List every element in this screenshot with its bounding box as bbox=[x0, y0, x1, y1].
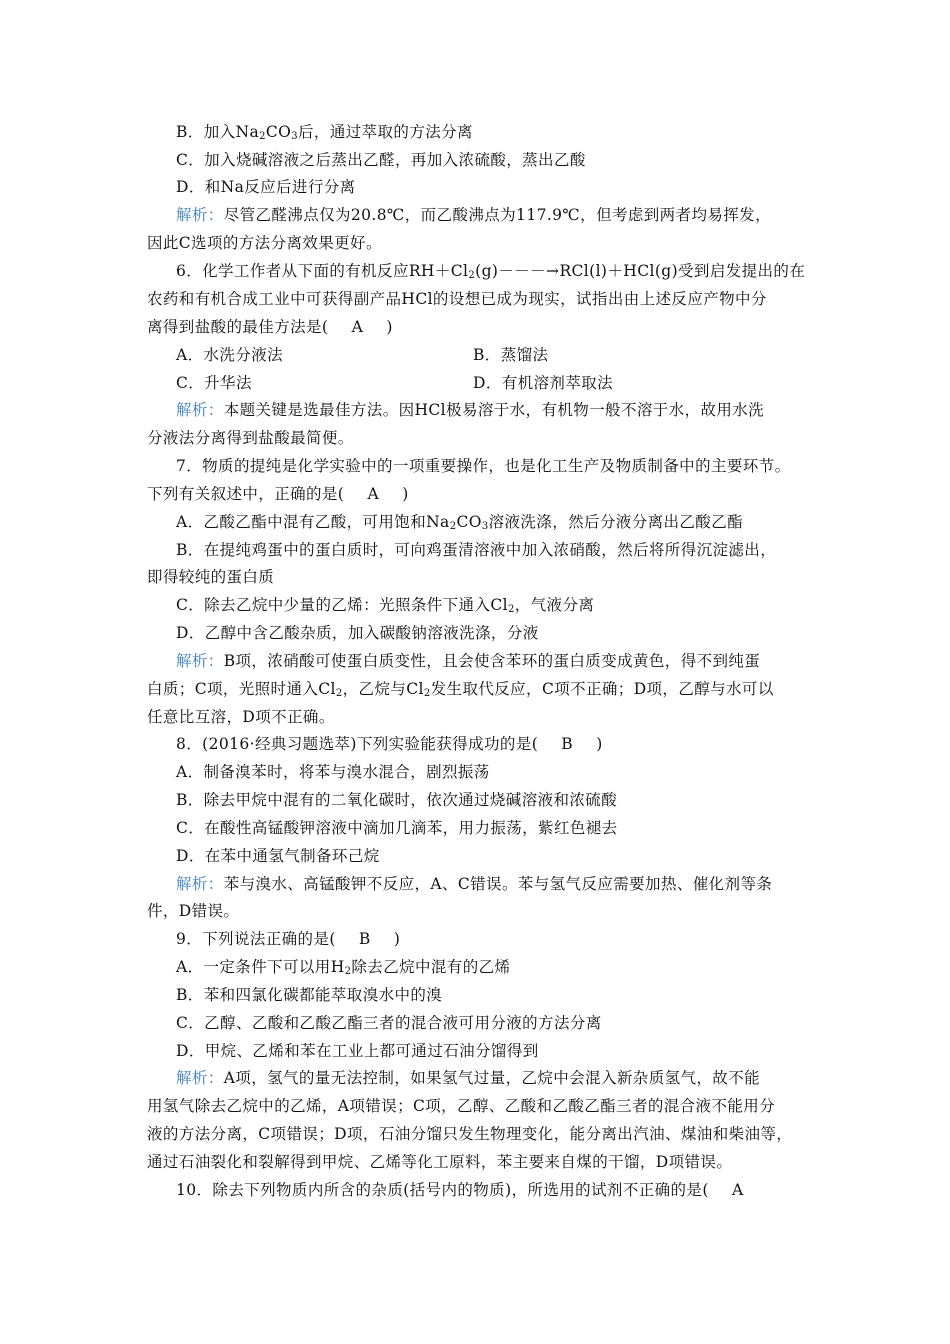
q7-analysis-line-2: 白质；C项，光照时通入$Cl_2$，乙烷与$Cl_2$发生取代反应，C项不正确；D项，乙醇与水可以 bbox=[147, 680, 774, 699]
q6-analysis-line-2: 分液法分离得到盐酸最简便。 bbox=[147, 429, 354, 447]
q7-answer: A bbox=[367, 485, 380, 503]
q9-option-c: C．乙醇、乙酸和乙酸乙酯三者的混合液可用分液的方法分离 bbox=[176, 1014, 602, 1032]
q8-analysis-line-2: 件，D错误。 bbox=[147, 902, 240, 920]
q8-option-b: B．除去甲烷中混有的二氧化碳时，依次通过烧碱溶液和浓硫酸 bbox=[176, 791, 618, 809]
q9-analysis-line-1: 解析：A项，氢气的量无法控制，如果氢气过量，乙烷中会混入新杂质氢气，故不能 bbox=[176, 1069, 760, 1087]
q9-option-a: A．一定条件下可以用$H_2$除去乙烷中混有的乙烯 bbox=[176, 958, 511, 977]
q6-stem-line-2: 农药和有机合成工业中可获得副产品HCl的设想已成为现实，试指出由上述反应产物中分 bbox=[147, 290, 767, 308]
q7-stem-line-2: 下列有关叙述中，正确的是( A ) bbox=[147, 485, 409, 503]
analysis-label: 解析： bbox=[176, 206, 224, 224]
q5-analysis-line-2: 因此C选项的方法分离效果更好。 bbox=[147, 234, 382, 252]
q7-analysis-line-1: 解析：B项，浓硝酸可使蛋白质变性，且会使含苯环的蛋白质变成黄色，得不到纯蛋 bbox=[176, 652, 761, 670]
q7-option-d: D．乙醇中含乙酸杂质，加入碳酸钠溶液洗涤，分液 bbox=[176, 624, 539, 642]
q9-analysis-line-2: 用氢气除去乙烷中的乙烯，A项错误；C项，乙醇、乙酸和乙酸乙酯三者的混合液不能用分 bbox=[147, 1097, 776, 1115]
q5-option-b: B．加入$Na_2CO_3$后，通过萃取的方法分离 bbox=[176, 123, 473, 142]
q8-option-c: C．在酸性高锰酸钾溶液中滴加几滴苯，用力振荡，紫红色褪去 bbox=[176, 819, 618, 837]
q6-stem-line-1: 6．化学工作者从下面的有机反应$RH+Cl_2(g)---\to RCl(l)+HCl(g)$受到启发提出的在 bbox=[176, 262, 806, 281]
q6-stem-line-3: 离得到盐酸的最佳方法是( A ) bbox=[147, 318, 393, 336]
q6-option-a: A．水洗分液法 bbox=[176, 346, 283, 364]
q7-stem-line-1: 7．物质的提纯是化学实验中的一项重要操作，也是化工生产及物质制备中的主要环节。 bbox=[176, 457, 791, 475]
q9-analysis-line-3: 液的方法分离，C项错误；D项，石油分馏只发生物理变化，能分离出汽油、煤油和柴油等， bbox=[147, 1125, 793, 1143]
analysis-label: 解析： bbox=[176, 401, 224, 419]
q9-stem: 9．下列说法正确的是( B ) bbox=[176, 930, 401, 948]
q5-option-c: C．加入烧碱溶液之后蒸出乙醛，再加入浓硫酸，蒸出乙酸 bbox=[176, 151, 586, 169]
q8-option-a: A．制备溴苯时，将苯与溴水混合，剧烈振荡 bbox=[176, 763, 490, 781]
q9-option-b: B．苯和四氯化碳都能萃取溴水中的溴 bbox=[176, 986, 443, 1004]
q6-answer: A bbox=[351, 318, 364, 336]
q10-stem: 10．除去下列物质内所含的杂质(括号内的物质)，所选用的试剂不正确的是( A bbox=[176, 1181, 744, 1199]
q7-option-c: C．除去乙烷中少量的乙烯：光照条件下通入$Cl_2$，气液分离 bbox=[176, 596, 595, 615]
q6-option-c: C．升华法 bbox=[176, 374, 252, 392]
q6-option-b: B．蒸馏法 bbox=[473, 346, 549, 364]
q9-answer: B bbox=[358, 930, 371, 948]
analysis-label: 解析： bbox=[176, 652, 224, 670]
analysis-label: 解析： bbox=[176, 1069, 224, 1087]
q5-option-d: D．和Na反应后进行分离 bbox=[176, 178, 356, 196]
analysis-label: 解析： bbox=[176, 875, 224, 893]
q7-option-b-line-2: 即得较纯的蛋白质 bbox=[147, 568, 275, 586]
q9-option-d: D．甲烷、乙烯和苯在工业上都可通过石油分馏得到 bbox=[176, 1042, 539, 1060]
q8-option-d: D．在苯中通氢气制备环己烷 bbox=[176, 847, 380, 865]
q6-analysis-line-1: 解析：本题关键是选最佳方法。因HCl极易溶于水，有机物一般不溶于水，故用水洗 bbox=[176, 401, 765, 419]
q6-option-d: D．有机溶剂萃取法 bbox=[473, 374, 614, 392]
q7-analysis-line-3: 任意比互溶，D项不正确。 bbox=[147, 708, 335, 726]
q10-answer: A bbox=[731, 1181, 744, 1199]
q8-answer: B bbox=[561, 735, 574, 753]
q5-analysis-line-1: 解析：尽管乙醛沸点仅为20.8℃，而乙酸沸点为117.9℃，但考虑到两者均易挥发， bbox=[176, 206, 771, 224]
q8-stem: 8．(2016·经典习题选萃)下列实验能获得成功的是( B ) bbox=[176, 735, 603, 753]
q9-analysis-line-4: 通过石油裂化和裂解得到甲烷、乙烯等化工原料，苯主要来自煤的干馏，D项错误。 bbox=[147, 1153, 733, 1171]
q8-analysis-line-1: 解析：苯与溴水、高锰酸钾不反应，A、C错误。苯与氢气反应需要加热、催化剂等条 bbox=[176, 875, 773, 893]
q7-option-a: A．乙酸乙酯中混有乙酸，可用饱和$Na_2CO_3$溶液洗涤，然后分液分离出乙酸乙酯 bbox=[176, 513, 744, 532]
q7-option-b-line-1: B．在提纯鸡蛋中的蛋白质时，可向鸡蛋清溶液中加入浓硝酸，然后将所得沉淀滤出， bbox=[176, 541, 777, 559]
